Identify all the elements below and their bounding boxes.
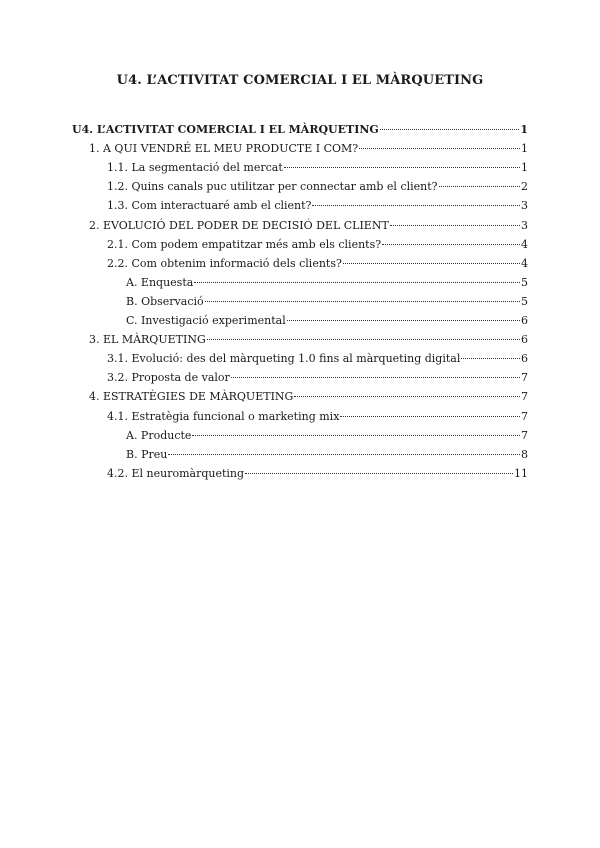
toc-entry[interactable] [107,178,528,196]
toc-entry-title: 4. ESTRATÈGIES DE MÀRQUETING [89,390,294,404]
toc-entry[interactable] [126,312,528,330]
toc-entry[interactable] [89,388,528,406]
toc-dot-leader [294,396,520,397]
toc-entry[interactable] [107,350,528,368]
toc-entry-title: 3.1. Evolució: des del màrqueting 1.0 fins al màrqueting digital [107,352,461,366]
toc-entry-page-number: 4 [521,256,528,270]
toc-dot-leader [231,377,520,378]
toc-entry-title: 4.2. El neuromàrqueting [107,466,245,480]
toc-dot-leader [194,282,520,283]
toc-entry[interactable] [126,274,528,292]
toc-dot-leader [192,435,520,436]
toc-entry[interactable] [126,293,528,311]
toc-entry-page-number: 3 [521,199,528,213]
toc-entry[interactable] [72,121,528,139]
toc-dot-leader [343,263,520,264]
toc-entry-title: C. Investigació experimental [126,314,286,327]
toc-entry-page-number: 5 [521,275,528,289]
toc-dot-leader [461,358,520,359]
toc-entry-page-number: 1 [520,123,528,136]
toc-entry[interactable] [107,465,528,483]
page-title: U4. L’ACTIVITAT COMERCIAL I EL MÀRQUETING [116,73,484,88]
toc-entry-title: B. Preu [126,447,168,461]
toc-dot-leader [245,473,513,474]
toc-entry-title: A. Producte [126,428,192,442]
toc-entry-page-number: 11 [514,466,528,480]
toc-entry-page-number: 7 [521,371,528,385]
toc-entry[interactable] [89,331,528,349]
toc-entry-page-number: 6 [521,314,528,327]
toc-entry-page-number: 4 [521,237,528,251]
toc-entry-page-number: 7 [521,428,528,442]
toc-entry-page-number: 6 [521,352,528,366]
toc-entry-title: 2.2. Com obtenim informació dels clients? [107,256,342,270]
toc-entry[interactable] [107,159,528,177]
toc-entry-title: 1. A QUI VENDRÉ EL MEU PRODUCTE I COM? [89,142,359,156]
toc-dot-leader [359,148,520,149]
toc-entry-title: 1.2. Quins canals puc utilitzar per connectar amb el client? [107,180,438,194]
toc-entry-page-number: 5 [521,294,528,308]
toc-dot-leader [284,167,520,168]
toc-entry[interactable] [107,408,528,426]
toc-entry-title: 1.1. La segmentació del mercat [107,161,283,175]
toc-entry-title: 1.3. Com interactuaré amb el client? [107,199,312,213]
toc-entry[interactable] [107,236,528,254]
toc-entry[interactable] [126,427,528,445]
toc-entry[interactable] [107,197,528,215]
toc-entry-page-number: 7 [521,409,528,423]
toc-entry-page-number: 8 [521,447,528,461]
toc-entry-title: A. Enquesta [126,275,194,289]
toc-dot-leader [287,320,520,321]
toc-entry-page-number: 2 [521,180,528,194]
toc-dot-leader [340,416,520,417]
toc-entry-title: B. Observació [126,294,204,308]
toc-entry-title: 3.2. Proposta de valor [107,371,230,385]
toc-entry-title: 2. EVOLUCIÓ DEL PODER DE DECISIÓ DEL CLIENT [89,218,389,232]
toc-entry-page-number: 7 [521,390,528,404]
toc-entry[interactable] [107,369,528,387]
toc-dot-leader [312,205,520,206]
toc-dot-leader [390,225,520,226]
toc-entry-page-number: 6 [521,333,528,347]
toc-entry[interactable] [89,140,528,158]
toc-entry-page-number: 3 [521,218,528,232]
toc-dot-leader [207,339,520,340]
toc-entry-page-number: 1 [521,161,528,175]
toc-dot-leader [439,186,520,187]
toc-entry[interactable] [89,217,528,235]
toc-entry[interactable] [107,255,528,273]
toc-entry-title: U4. L’ACTIVITAT COMERCIAL I EL MÀRQUETING [72,123,379,136]
toc-entry-title: 3. EL MÀRQUETING [89,333,206,347]
toc-dot-leader [168,454,520,455]
toc-dot-leader [205,301,520,302]
toc-entry-title: 4.1. Estratègia funcional o marketing mix [107,409,340,423]
toc-dot-leader [380,129,520,130]
toc-entry-page-number: 1 [521,142,528,156]
toc-entry-title: 2.1. Com podem empatitzar més amb els clients? [107,237,382,251]
toc-dot-leader [382,244,520,245]
toc-entry[interactable] [126,446,528,464]
